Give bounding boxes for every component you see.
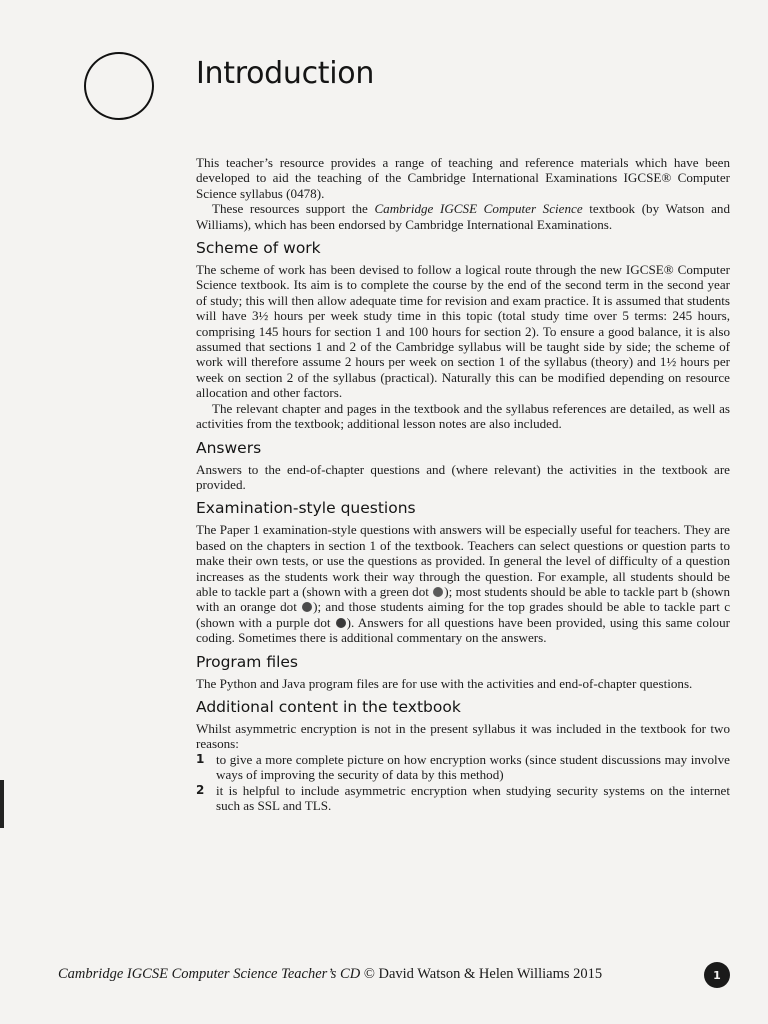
- section-heading-answers: Answers: [196, 438, 262, 457]
- intro-paragraph-1: This teacher’s resource provides a range of teaching and reference materials which have been developed to aid the teaching of the Cambridge International Examinations IGCSE® Computer Science syllabus (0478).: [196, 155, 730, 201]
- section-heading-additional: Additional content in the textbook: [196, 697, 461, 716]
- purple-dot-icon: [336, 618, 346, 628]
- exam-text-3: ); and those students aiming for the top grades should be able to tackle part c (shown with a purple dot: [196, 599, 731, 630]
- exam-text-1: The Paper 1 examination-style questions with answers will be especially useful for teachers. They are based on the chapters in section 1 of the textbook. Teachers can select questions or question parts to make their own tests, or use the questions as provided. In general the level of difficulty of a question increases as the students work their way through the question. For example, all students should be able to tackle part a (shown with a green dot: [196, 522, 730, 599]
- footer-book-title: Cambridge IGCSE Computer Science Teacher’s CD: [58, 966, 361, 982]
- page-footer: [58, 966, 602, 983]
- intro-text: These resources support the: [212, 201, 375, 217]
- page-title: Introduction: [196, 56, 375, 91]
- section-heading-exam: Examination-style questions: [196, 499, 416, 518]
- list-item: [196, 783, 730, 814]
- page-number-badge: 1: [704, 962, 730, 988]
- textbook-title: Cambridge IGCSE Computer Science: [374, 201, 583, 217]
- reasons-list: [196, 752, 730, 814]
- list-text: to give a more complete picture on how encryption works (since student discussions may involve ways of improving the security of data by this method): [216, 751, 730, 783]
- scheme-paragraph-2: The relevant chapter and pages in the textbook and the syllabus references are detailed, as well as activities from the textbook; additional lesson notes are also included.: [196, 400, 730, 432]
- exam-paragraph: [196, 522, 730, 645]
- document-body: [196, 155, 730, 813]
- answers-paragraph: Answers to the end-of-chapter questions and (where relevant) the activities in the textbook are provided.: [196, 461, 730, 492]
- chapter-circle-icon: [84, 52, 154, 120]
- exam-text-4: ). Answers for all questions have been provided, using this same colour coding. Sometimes there is additional commentary on the answers.: [196, 614, 730, 646]
- list-text: it is helpful to include asymmetric encryption when studying security systems on the internet such as SSL and TLS.: [216, 782, 730, 813]
- section-heading-scheme: Scheme of work: [196, 239, 321, 258]
- section-heading-program: Program files: [196, 652, 299, 671]
- exam-text-2: ); most students should be able to tackle part b (shown with an orange dot: [196, 583, 730, 615]
- intro-text-end: textbook (by Watson and Williams), which has been endorsed by Cambridge International Examinations.: [196, 201, 730, 232]
- list-number: 2: [196, 782, 205, 797]
- list-number: 1: [196, 751, 205, 766]
- orange-dot-icon: [302, 602, 312, 612]
- list-item: [196, 752, 730, 783]
- program-paragraph: The Python and Java program files are for use with the activities and end-of-chapter questions.: [196, 675, 693, 691]
- page-edge-mark: [0, 780, 4, 828]
- additional-paragraph: Whilst asymmetric encryption is not in the present syllabus it was included in the textbook for two reasons:: [196, 720, 730, 752]
- green-dot-icon: [433, 587, 443, 597]
- footer-credit: © David Watson & Helen Williams 2015: [360, 966, 603, 982]
- scheme-paragraph-1: The scheme of work has been devised to follow a logical route through the new IGCSE® Computer Science textbook. Its aim is to complete the course by the end of the second term in the second year of study; this will then allow adequate time for revision and exam practice. It is assumed that students will have 3½ hours per week study time in this topic (total study time over 5 terms: 245 hours, comprising 145 hours for section 1 and 100 hours for section 2). To ensure a good balance, it is also assumed that sections 1 and 2 of the Cambridge syllabus will be taught side by side; the scheme of work will therefore assume 2 hours per week on section 1 of the syllabus (theory) and 1½ hours per week on section 2 of the syllabus (practical). Naturally this can be modified depending on resource allocation and other factors.: [196, 262, 730, 401]
- intro-paragraph-2: [196, 201, 730, 232]
